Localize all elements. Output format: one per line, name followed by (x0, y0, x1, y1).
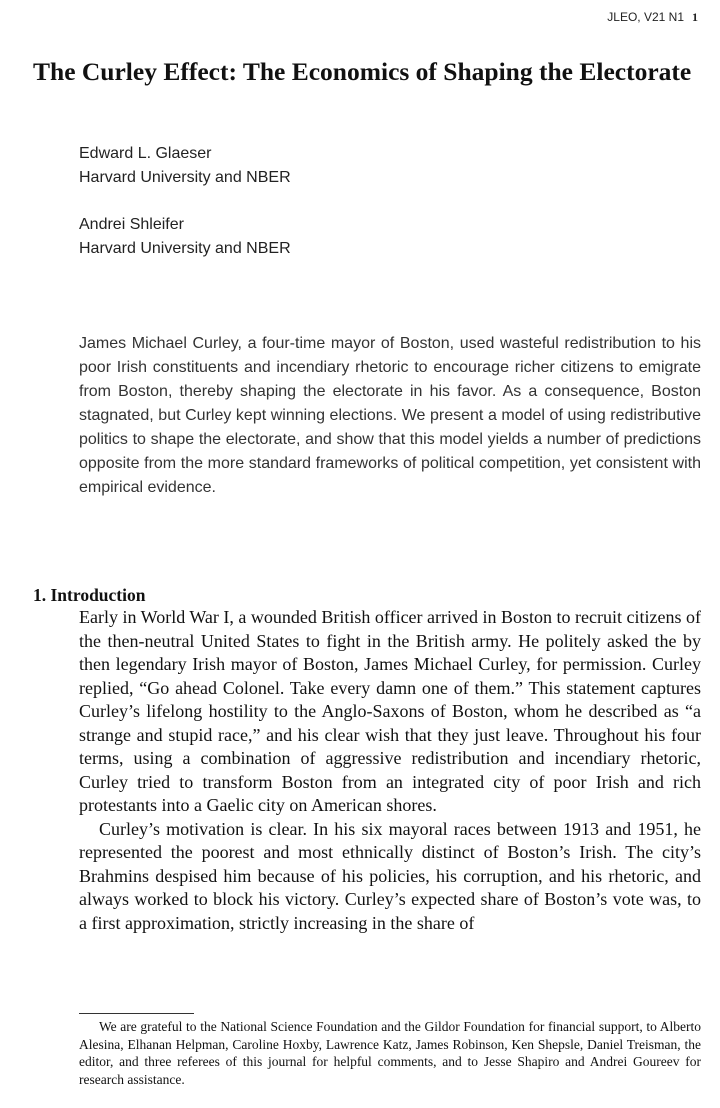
author-block (79, 213, 639, 261)
section-heading: 1. Introduction (33, 585, 146, 605)
author-block (79, 142, 639, 190)
author-name: Edward L. Glaeser (79, 145, 212, 162)
running-header (607, 10, 698, 25)
section-body (79, 606, 701, 935)
abstract: James Michael Curley, a four-time mayor of Boston, used wasteful redistribution to his poor Irish constituents and incendiary rhetoric to encourage richer citizens to emigrate from Boston, thereby shaping the electorate in his favor. As a consequence, Boston stagnated, but Curley kept winning elections. We present a model of using redistributive politics to shape the electorate, and show that this model yields a number of predictions opposite from the more standard frameworks of political competition, yet consistent with empirical evidence. (79, 335, 701, 496)
journal-running-head: JLEO, V21 N1 (607, 10, 684, 24)
body-paragraph: Early in World War I, a wounded British officer arrived in Boston to recruit citizens of the then-neutral United States to fight in the British army. He politely asked the by then legendary Irish mayor of Boston, James Michael Curley, for permission. Curley replied, “Go ahead Colonel. Take every damn one of them.” This statement captures Curley’s lifelong hostility to the Anglo-Saxons of Boston, whom he described as “a strange and stupid race,” and his clear wish that they just leave. Throughout his four terms, using a combination of aggressive redistribution and incendiary rhetoric, Curley tried to transform Boston from an integrated city of poor Irish and rich protestants into a Gaelic city on American shores. (79, 607, 701, 815)
author-name: Andrei Shleifer (79, 216, 184, 233)
footnote: We are grateful to the National Science Foundation and the Gildor Foundation for financial support, to Alberto Alesina, Elhanan Helpman, Caroline Hoxby, Lawrence Katz, James Robinson, Ken Shepsle, Daniel Treisman, the editor, and three referees of this journal for helpful comments, and to Jesse Shapiro and Andrei Goureev for research assistance. (79, 1019, 701, 1087)
author-affiliation: Harvard University and NBER (79, 169, 291, 186)
author-affiliation: Harvard University and NBER (79, 240, 291, 257)
paper-title: The Curley Effect: The Economics of Shaping the Electorate (33, 57, 692, 86)
footnote-divider (79, 1013, 194, 1014)
page-number: 1 (692, 10, 698, 24)
body-paragraph: Curley’s motivation is clear. In his six mayoral races between 1913 and 1951, he represented the poorest and most ethnically distinct of Boston’s Irish. The city’s Brahmins despised him because of his policies, his corruption, and his rhetoric, and always worked to block his victory. Curley’s expected share of Boston’s vote was, to a first approximation, strictly increasing in the share of (79, 818, 701, 933)
